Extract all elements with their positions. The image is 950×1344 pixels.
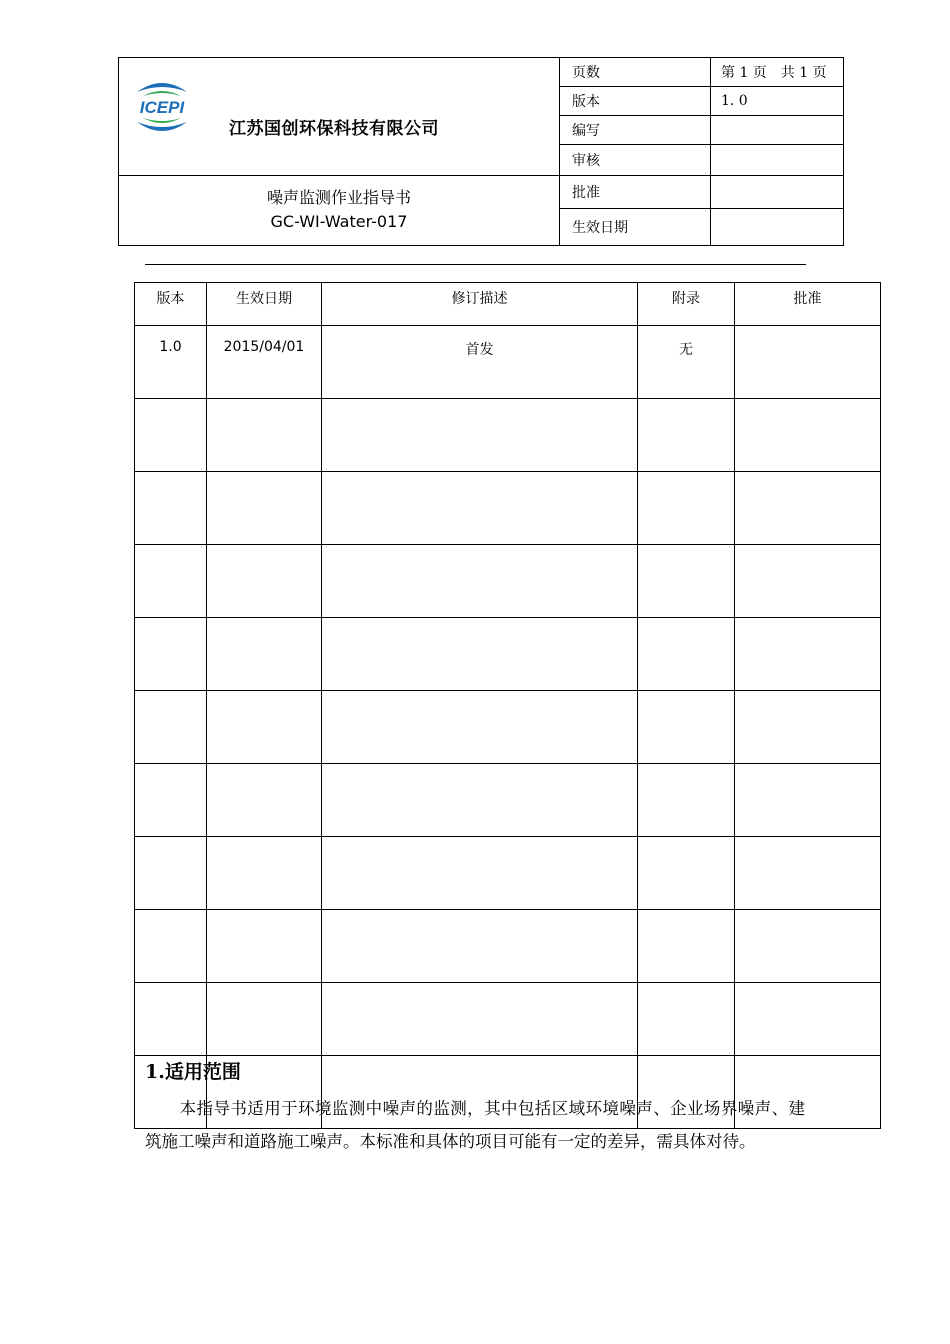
table-cell	[735, 983, 881, 1056]
table-row	[135, 545, 881, 618]
table-cell	[322, 691, 638, 764]
table-cell	[638, 764, 735, 837]
document-code: GC-WI-Water-017	[270, 212, 408, 232]
table-cell	[638, 983, 735, 1056]
table-cell	[135, 983, 207, 1056]
table-cell	[207, 983, 322, 1056]
table-cell	[638, 837, 735, 910]
table-cell	[322, 545, 638, 618]
header-label: 批准	[560, 175, 711, 208]
table-cell	[735, 910, 881, 983]
table-cell	[735, 399, 881, 472]
column-header-approval: 批准	[735, 283, 881, 326]
table-cell: 无	[638, 326, 735, 399]
table-cell	[735, 691, 881, 764]
table-cell	[135, 399, 207, 472]
table-cell	[638, 910, 735, 983]
table-row	[135, 399, 881, 472]
table-row	[135, 837, 881, 910]
table-cell	[735, 837, 881, 910]
table-cell	[638, 545, 735, 618]
table-cell	[135, 910, 207, 983]
table-cell	[638, 472, 735, 545]
table-cell: 2015/04/01	[207, 326, 322, 399]
table-cell	[207, 837, 322, 910]
table-cell	[207, 910, 322, 983]
header-value: 1. 0	[711, 87, 844, 116]
table-cell	[207, 618, 322, 691]
section-body: 本指导书适用于环境监测中噪声的监测，其中包括区域环境噪声、企业场界噪声、建筑施工噪声和道路施工噪声。本标准和具体的项目可能有一定的差异，需具体对待。	[145, 1099, 805, 1151]
header-value	[711, 208, 844, 245]
column-header-appendix: 附录	[638, 283, 735, 326]
table-cell	[638, 399, 735, 472]
table-cell	[135, 545, 207, 618]
table-cell	[207, 472, 322, 545]
table-cell	[735, 472, 881, 545]
company-logo	[129, 78, 195, 136]
column-header-description: 修订描述	[322, 283, 638, 326]
revision-table	[134, 282, 881, 1129]
table-cell	[322, 910, 638, 983]
table-cell	[207, 545, 322, 618]
header-value	[711, 116, 844, 145]
document-title-cell	[119, 175, 560, 245]
table-cell	[135, 618, 207, 691]
header-label: 审核	[560, 145, 711, 175]
table-cell	[735, 618, 881, 691]
column-header-version: 版本	[135, 283, 207, 326]
company-name: 江苏国创环保科技有限公司	[229, 119, 439, 139]
table-row	[135, 618, 881, 691]
document-title: 噪声监测作业指导书	[266, 188, 411, 208]
table-cell	[135, 472, 207, 545]
table-cell	[322, 837, 638, 910]
table-cell	[207, 764, 322, 837]
header-label: 页数	[560, 58, 711, 87]
document-header	[118, 57, 844, 246]
logo-text: ICEPI	[139, 98, 185, 117]
table-cell	[735, 764, 881, 837]
table-cell	[322, 983, 638, 1056]
table-cell	[638, 618, 735, 691]
revision-header-row	[135, 283, 881, 326]
table-cell	[322, 472, 638, 545]
header-value: 第 1 页 共 1 页	[711, 58, 844, 87]
header-label: 生效日期	[560, 208, 711, 245]
header-label: 编写	[560, 116, 711, 145]
table-cell	[322, 764, 638, 837]
column-header-effective-date: 生效日期	[207, 283, 322, 326]
table-cell	[207, 691, 322, 764]
table-cell	[207, 399, 322, 472]
table-cell	[135, 764, 207, 837]
company-cell	[119, 58, 560, 176]
table-cell	[135, 691, 207, 764]
table-cell	[735, 326, 881, 399]
table-cell	[638, 691, 735, 764]
table-row	[135, 764, 881, 837]
table-cell: 1.0	[135, 326, 207, 399]
header-value	[711, 145, 844, 175]
header-label: 版本	[560, 87, 711, 116]
table-cell	[135, 837, 207, 910]
table-row	[135, 983, 881, 1056]
table-row	[135, 472, 881, 545]
table-cell	[322, 618, 638, 691]
section-title: 1.适用范围	[145, 1061, 241, 1083]
header-divider	[145, 264, 806, 265]
table-row	[135, 910, 881, 983]
table-cell: 首发	[322, 326, 638, 399]
table-row	[135, 691, 881, 764]
header-value	[711, 175, 844, 208]
table-row	[135, 326, 881, 399]
table-cell	[322, 399, 638, 472]
table-cell	[735, 545, 881, 618]
